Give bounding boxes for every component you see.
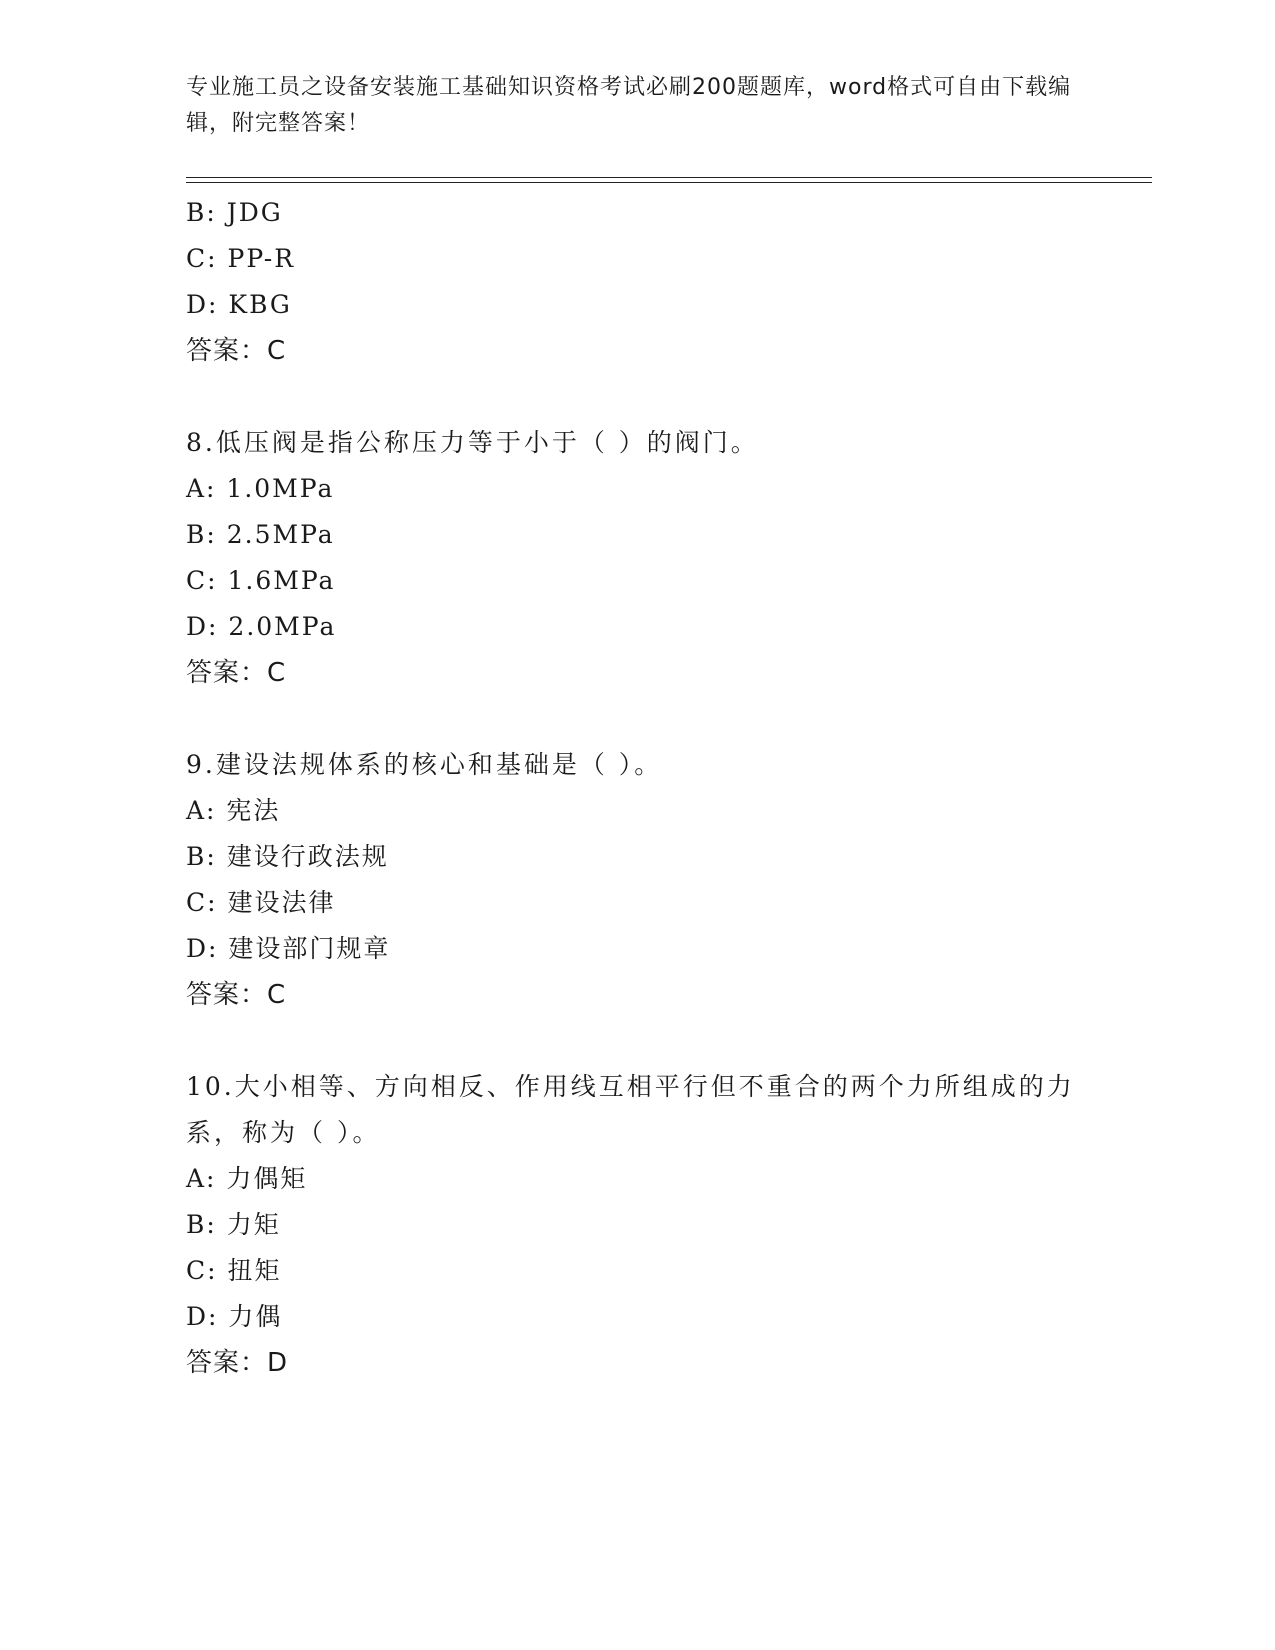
answer-label: 答案：C [186, 658, 287, 688]
question-block [186, 742, 1086, 1018]
question-stem: 9.建设法规体系的核心和基础是（ ）。 [186, 750, 663, 779]
answer-label: 答案：C [186, 336, 287, 366]
question-block [186, 1064, 1086, 1386]
option-b: B: JDG [186, 198, 283, 227]
option-b: B: 建设行政法规 [186, 842, 389, 871]
option-a: A: 力偶矩 [186, 1164, 308, 1193]
option-d: D: 力偶 [186, 1302, 283, 1331]
question-block [186, 420, 1086, 696]
answer-label: 答案：C [186, 980, 287, 1010]
option-a: A: 宪法 [186, 796, 281, 825]
header-divider-bottom [186, 182, 1152, 183]
document-header: 专业施工员之设备安装施工基础知识资格考试必刷200题题库，word格式可自由下载编辑，附完整答案！ [186, 75, 1072, 136]
question-list [186, 190, 1086, 1386]
question-stem: 10.大小相等、方向相反、作用线互相平行但不重合的两个力所组成的力系，称为（ ）。 [186, 1072, 1075, 1147]
header-divider-top [186, 177, 1152, 178]
question-block [186, 190, 1086, 374]
option-a: A: 1.0MPa [186, 474, 335, 503]
option-c: C: 扭矩 [186, 1256, 282, 1285]
option-b: B: 2.5MPa [186, 520, 335, 549]
option-c: C: PP-R [186, 244, 296, 273]
answer-label: 答案：D [186, 1348, 289, 1378]
question-stem: 8.低压阀是指公称压力等于小于（ ）的阀门。 [186, 428, 759, 457]
option-d: D: 建设部门规章 [186, 934, 391, 963]
option-d: D: KBG [186, 290, 292, 319]
option-c: C: 1.6MPa [186, 566, 336, 595]
option-c: C: 建设法律 [186, 888, 336, 917]
option-b: B: 力矩 [186, 1210, 281, 1239]
option-d: D: 2.0MPa [186, 612, 337, 641]
